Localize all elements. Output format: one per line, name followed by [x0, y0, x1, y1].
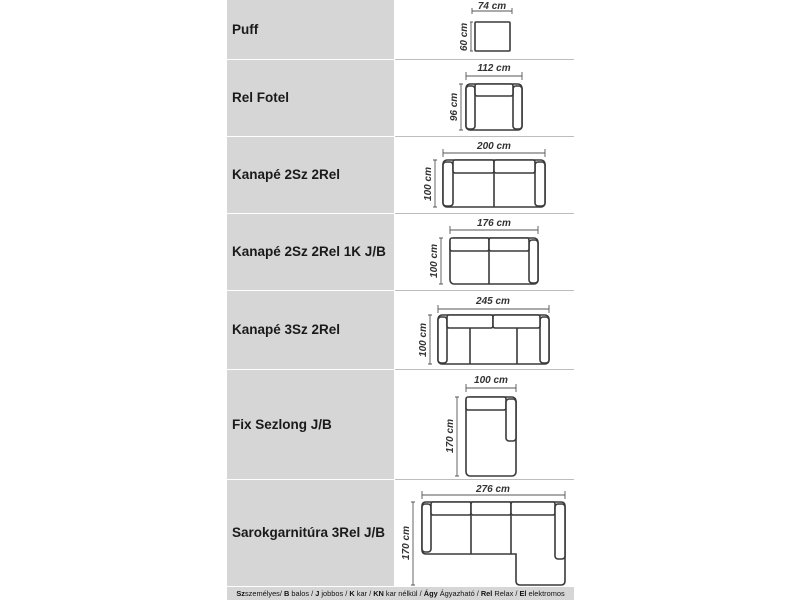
legend-abbr-sz: Sz: [236, 589, 245, 598]
armrest-left: [466, 86, 475, 129]
product-dimension-table: [227, 0, 574, 600]
product-name-cell: [227, 0, 394, 60]
depth-dimension-label: 100 cm: [423, 167, 434, 201]
armrest-right: [513, 86, 522, 129]
kanape-2sz-2rel-1k-drawing: [395, 214, 574, 291]
backrest-seat-1: [450, 238, 489, 251]
depth-dimension-label: 96 cm: [449, 92, 460, 122]
width-dimension-label: 176 cm: [477, 218, 511, 229]
table-row-kanape-2sz-2rel: [227, 137, 574, 214]
product-name-cell: [227, 214, 394, 291]
backrest-seat-1: [447, 315, 493, 328]
width-dimension-label: 245 cm: [476, 296, 510, 307]
sarokgarnitura-drawing: [395, 480, 574, 587]
product-name-cell: [227, 291, 394, 370]
kanape-3sz-2rel-drawing: [395, 291, 574, 370]
depth-dimension-label: 60 cm: [459, 22, 470, 52]
width-dimension-label: 100 cm: [474, 375, 508, 386]
table-row-kanape-2sz-2rel-1k: [227, 214, 574, 291]
backrest-seat-2: [494, 160, 535, 173]
depth-dimension-label: 100 cm: [429, 244, 440, 278]
legend-text-rel: Relax /: [492, 589, 520, 598]
puff-outline: [475, 22, 510, 51]
legend-abbr-k: K: [349, 589, 355, 598]
product-name: Fix Sezlong J/B: [232, 416, 332, 432]
product-drawing-cell: [395, 214, 574, 291]
table-row-puff: [227, 0, 574, 60]
depth-dimension-label: 170 cm: [401, 526, 412, 560]
product-name-cell: [227, 480, 394, 587]
width-dimension-label: 200 cm: [477, 141, 511, 152]
legend-abbr-j: J: [315, 589, 320, 598]
puff-drawing: [395, 0, 574, 60]
armrest-left: [422, 504, 431, 552]
armrest-left: [438, 317, 447, 363]
backrest-seat-2: [471, 502, 511, 515]
product-name-cell: [227, 370, 394, 480]
legend-text-sz: személyes/: [244, 589, 284, 598]
legend-text-kn: kar nélkül /: [383, 589, 424, 598]
armrest-right: [555, 504, 565, 559]
width-dimension-label: 112 cm: [477, 63, 511, 74]
backrest-seat-1: [431, 502, 471, 515]
legend-text-el: elektromos: [526, 589, 565, 598]
product-name: Sarokgarnitúra 3Rel J/B: [232, 525, 386, 540]
depth-dimension-label: 100 cm: [418, 323, 429, 357]
product-drawing-cell: [395, 0, 574, 60]
backrest: [466, 397, 506, 410]
backrest-seat-3: [511, 502, 555, 515]
product-name: Kanapé 3Sz 2Rel: [232, 322, 341, 337]
legend-text-agy: Ágyazható /: [437, 589, 481, 598]
legend-text-b: balos /: [289, 589, 316, 598]
width-dimension-label: 276 cm: [476, 484, 510, 495]
backrest-seat-1: [453, 160, 494, 173]
kanape-2sz-2rel-drawing: [395, 137, 574, 214]
product-drawing-cell: [395, 370, 574, 480]
armrest-right: [506, 399, 516, 441]
product-drawing-cell: [395, 137, 574, 214]
fix-sezlong-drawing: [395, 370, 574, 480]
product-drawing-cell: [395, 291, 574, 370]
backrest-seat-2: [489, 238, 529, 251]
table-row-rel-fotel: [227, 60, 574, 137]
legend-abbr-b: B: [284, 589, 290, 598]
armrest-right: [540, 317, 549, 363]
product-name: Kanapé 2Sz 2Rel: [232, 167, 341, 182]
table-row-sarokgarnitura: [227, 480, 574, 587]
table-row-fix-sezlong: [227, 370, 574, 480]
rel-fotel-drawing: [395, 60, 574, 137]
product-name: Kanapé 2Sz 2Rel 1K J/B: [232, 244, 386, 259]
legend-abbr-rel: Rel: [480, 589, 493, 598]
product-name-cell: [227, 137, 394, 214]
legend-text-j: jobbos /: [319, 589, 350, 598]
product-name: Puff: [232, 21, 259, 37]
legend-abbr-kn: KN: [373, 589, 384, 598]
legend-abbr-agy: Ágy: [423, 589, 438, 598]
product-name: Rel Fotel: [232, 90, 290, 105]
armrest-right: [535, 162, 545, 206]
table-row-kanape-3sz-2rel: [227, 291, 574, 370]
backrest: [475, 84, 513, 96]
legend-abbr-el: El: [519, 589, 527, 598]
product-drawing-cell: [395, 480, 574, 587]
abbreviation-legend: [227, 587, 574, 600]
legend-text-k: kar /: [354, 589, 374, 598]
depth-dimension-label: 170 cm: [445, 419, 456, 453]
armrest-left: [443, 162, 453, 206]
product-drawing-cell: [395, 60, 574, 137]
armrest-right: [529, 240, 538, 283]
backrest-seat-2: [493, 315, 540, 328]
width-dimension-label: 74 cm: [477, 1, 507, 12]
product-name-cell: [227, 60, 394, 137]
